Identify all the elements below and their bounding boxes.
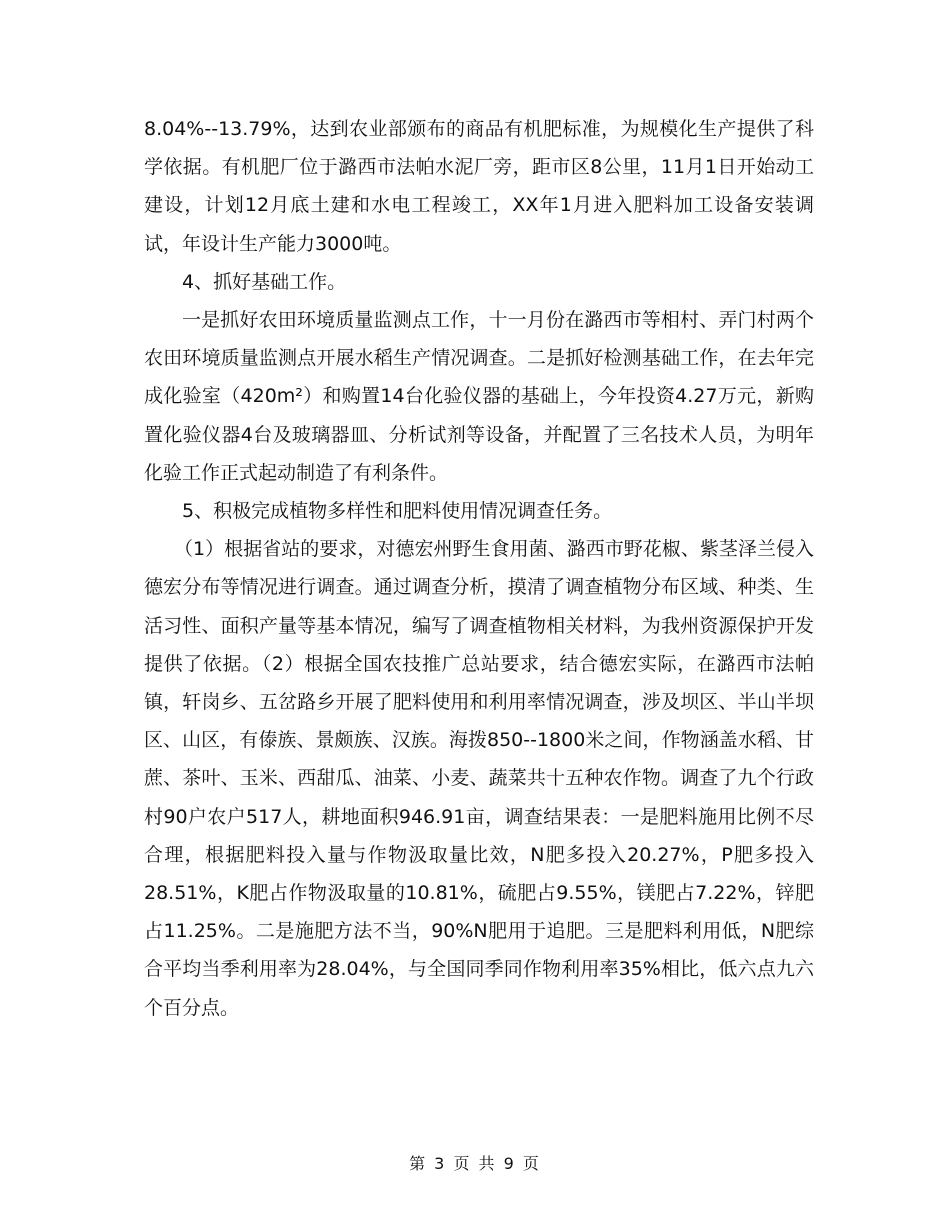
paragraph-basic-work: 一是抓好农田环境质量监测点工作，十一月份在潞西市等相村、弄门村两个农田环境质量监测点开展水稻生产情况调查。二是抓好检测基础工作，在去年完成化验室（420m²）和购置14台化验仪器的基础上，今年投资4.27万元，新购置化验仪器4台及玻璃器皿、分析试剂等设备，并配置了三名技术人员，为明年化验工作正式起动制造了有利条件。 bbox=[144, 309, 814, 484]
document-body bbox=[144, 110, 814, 1027]
paragraph-organic-fertilizer: 8.04%--13.79%，达到农业部颁布的商品有机肥标准，为规模化生产提供了科学依据。有机肥厂位于潞西市法帕水泥厂旁，距市区8公里，11月1日开始动工建设，计划12月底土建和水电工程竣工，XX年1月进入肥料加工设备安装调试，年设计生产能力3000吨。 bbox=[144, 118, 814, 255]
heading-survey-tasks: 5、积极完成植物多样性和肥料使用情况调查任务。 bbox=[182, 500, 613, 523]
heading-basic-work: 4、抓好基础工作。 bbox=[182, 270, 347, 293]
page-number-footer: 第 3 页 共 9 页 bbox=[409, 1154, 541, 1173]
paragraph-survey-tasks: （1）根据省站的要求，对德宏州野生食用菌、潞西市野花椒、紫茎泽兰侵入德宏分布等情况进行调查。通过调查分析，摸清了调查植物分布区域、种类、生活习性、面积产量等基本情况，编写了调查植物相关材料，为我州资源保护开发提供了依据。（2）根据全国农技推广总站要求，结合德宏实际，在潞西市法帕镇，轩岗乡、五岔路乡开展了肥料使用和利用率情况调查，涉及坝区、半山半坝区、山区，有傣族、景颇族、汉族。海拨850--1800米之间，作物涵盖水稻、甘蔗、茶叶、玉米、西甜瓜、油菜、小麦、蔬菜共十五种农作物。调查了九个行政村90户农户517人，耕地面积946.91亩，调查结果表：一是肥料施用比例不尽合理，根据肥料投入量与作物汲取量比效，N肥多投入20.27%，P肥多投入28.51%，K肥占作物汲取量的10.81%，硫肥占9.55%，镁肥占7.22%，锌肥占11.25%。二是施肥方法不当，90%N肥用于追肥。三是肥料利用低，N肥综合平均当季利用率为28.04%，与全国同季同作物利用率35%相比，低六点九六个百分点。 bbox=[144, 538, 814, 1019]
